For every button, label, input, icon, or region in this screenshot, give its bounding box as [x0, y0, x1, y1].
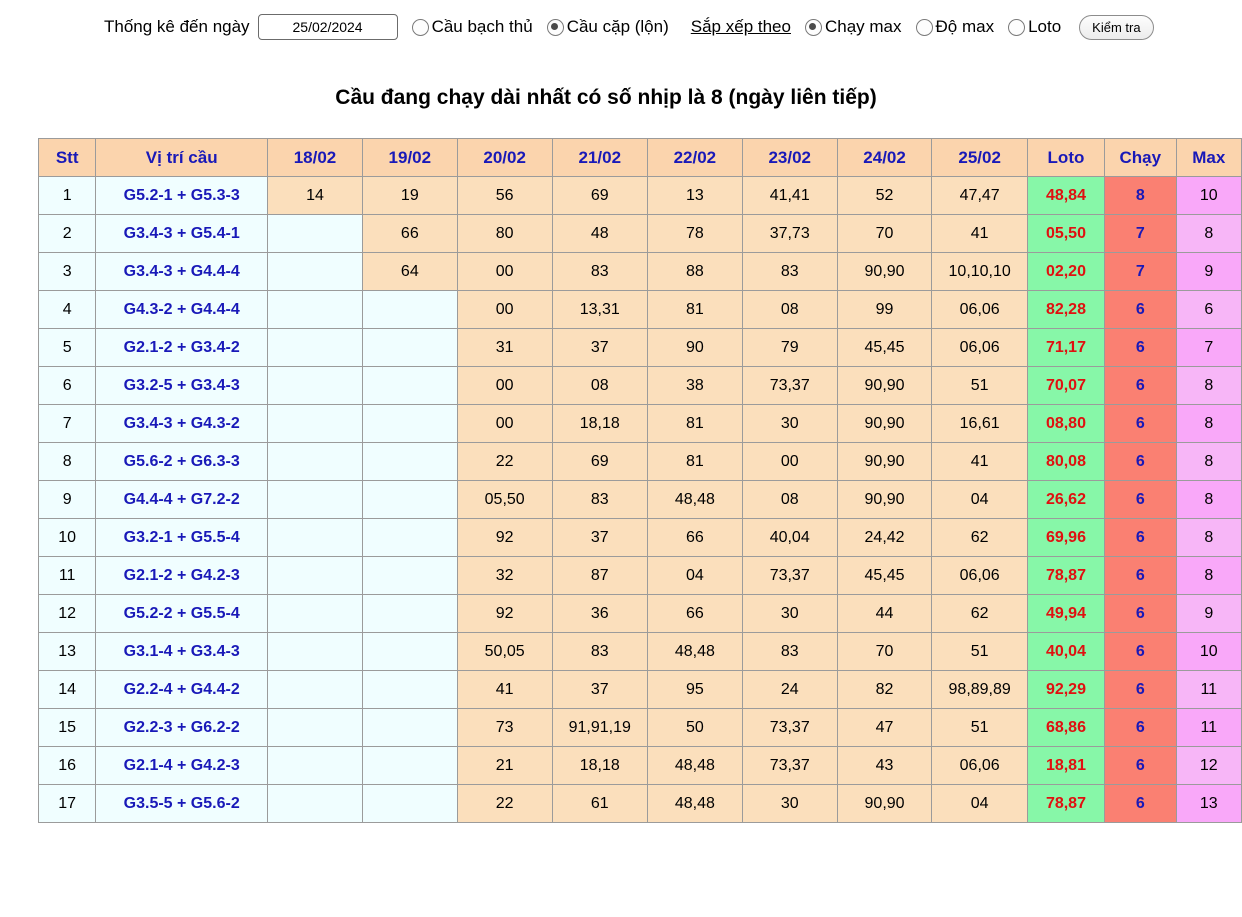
cell-day-3: 18,18: [552, 747, 647, 785]
cell-chay: 6: [1105, 557, 1176, 595]
table-row: [39, 671, 1242, 709]
cell-day-5: 73,37: [742, 747, 837, 785]
cell-loto: 48,84: [1027, 177, 1104, 215]
cell-stt: 1: [39, 177, 96, 215]
cell-day-3: 83: [552, 253, 647, 291]
cell-day-4: 81: [647, 405, 742, 443]
cell-day-7: 16,61: [932, 405, 1027, 443]
header-day-2002: 20/02: [457, 139, 552, 177]
table-row: [39, 443, 1242, 481]
cell-position: G5.2-2 + G5.5-4: [96, 595, 268, 633]
cell-max: 11: [1176, 671, 1241, 709]
cell-day-3: 37: [552, 329, 647, 367]
cell-max: 12: [1176, 747, 1241, 785]
cell-day-4: 50: [647, 709, 742, 747]
table-row: [39, 633, 1242, 671]
cell-day-3: 91,91,19: [552, 709, 647, 747]
cell-stt: 4: [39, 291, 96, 329]
cell-day-1: [362, 367, 457, 405]
cell-day-5: 73,37: [742, 709, 837, 747]
cell-max: 8: [1176, 519, 1241, 557]
cell-day-0: [268, 253, 363, 291]
cell-position: G3.2-5 + G3.4-3: [96, 367, 268, 405]
cell-day-5: 08: [742, 481, 837, 519]
table-body: [39, 177, 1242, 823]
cell-day-1: [362, 709, 457, 747]
cell-position: G2.2-4 + G4.4-2: [96, 671, 268, 709]
cell-stt: 10: [39, 519, 96, 557]
header-day-2502: 25/02: [932, 139, 1027, 177]
cell-loto: 78,87: [1027, 785, 1104, 823]
cell-chay: 6: [1105, 481, 1176, 519]
cell-day-2: 80: [457, 215, 552, 253]
table-row: [39, 785, 1242, 823]
cell-day-3: 69: [552, 177, 647, 215]
cell-day-2: 92: [457, 595, 552, 633]
cell-day-5: 83: [742, 253, 837, 291]
cell-stt: 17: [39, 785, 96, 823]
radio-bach-thu-icon[interactable]: [412, 19, 429, 36]
cell-day-3: 87: [552, 557, 647, 595]
cell-max: 7: [1176, 329, 1241, 367]
cell-day-2: 41: [457, 671, 552, 709]
option-bach-thu-label: Cầu bạch thủ: [431, 17, 533, 36]
check-button[interactable]: Kiểm tra: [1079, 15, 1153, 40]
cell-day-5: 83: [742, 633, 837, 671]
cell-position: G2.1-2 + G4.2-3: [96, 557, 268, 595]
cell-day-7: 04: [932, 785, 1027, 823]
cell-position: G3.1-4 + G3.4-3: [96, 633, 268, 671]
header-day-1902: 19/02: [362, 139, 457, 177]
cell-day-0: [268, 633, 363, 671]
cell-day-7: 51: [932, 633, 1027, 671]
cell-stt: 13: [39, 633, 96, 671]
cell-day-6: 70: [837, 633, 932, 671]
cell-day-7: 41: [932, 215, 1027, 253]
cell-max: 10: [1176, 633, 1241, 671]
cell-day-1: [362, 557, 457, 595]
table-row: [39, 747, 1242, 785]
cell-day-5: 30: [742, 405, 837, 443]
cell-day-2: 00: [457, 367, 552, 405]
cell-position: G3.5-5 + G5.6-2: [96, 785, 268, 823]
table-row: [39, 519, 1242, 557]
option-cau-cap[interactable]: [547, 17, 669, 37]
table-row: [39, 215, 1242, 253]
cell-chay: 6: [1105, 709, 1176, 747]
cell-day-0: [268, 785, 363, 823]
cell-day-7: 06,06: [932, 747, 1027, 785]
cell-day-6: 43: [837, 747, 932, 785]
table-row: [39, 329, 1242, 367]
cell-day-2: 00: [457, 253, 552, 291]
cell-day-0: [268, 291, 363, 329]
cell-stt: 7: [39, 405, 96, 443]
table-row: [39, 595, 1242, 633]
cell-day-6: 70: [837, 215, 932, 253]
cell-day-0: [268, 215, 363, 253]
cell-day-7: 06,06: [932, 557, 1027, 595]
cell-day-6: 90,90: [837, 253, 932, 291]
header-day-2202: 22/02: [647, 139, 742, 177]
sort-by-label: Sắp xếp theo: [690, 17, 791, 36]
cell-day-7: 06,06: [932, 329, 1027, 367]
cell-day-0: [268, 595, 363, 633]
cell-chay: 6: [1105, 329, 1176, 367]
table-row: [39, 709, 1242, 747]
sort-option-do-max-label: Độ max: [935, 17, 995, 36]
cell-day-2: 00: [457, 291, 552, 329]
cell-stt: 16: [39, 747, 96, 785]
cell-chay: 7: [1105, 253, 1176, 291]
cell-chay: 6: [1105, 671, 1176, 709]
cell-day-4: 81: [647, 291, 742, 329]
cell-loto: 05,50: [1027, 215, 1104, 253]
cell-day-5: 73,37: [742, 367, 837, 405]
cell-chay: 8: [1105, 177, 1176, 215]
cell-stt: 9: [39, 481, 96, 519]
cell-max: 8: [1176, 481, 1241, 519]
cell-day-3: 36: [552, 595, 647, 633]
sort-option-chay-max[interactable]: [805, 17, 902, 37]
cell-loto: 49,94: [1027, 595, 1104, 633]
cell-position: G5.6-2 + G6.3-3: [96, 443, 268, 481]
cell-day-5: 08: [742, 291, 837, 329]
table-row: [39, 405, 1242, 443]
cell-position: G5.2-1 + G5.3-3: [96, 177, 268, 215]
cell-max: 6: [1176, 291, 1241, 329]
cell-max: 8: [1176, 443, 1241, 481]
cell-chay: 6: [1105, 291, 1176, 329]
cell-day-6: 47: [837, 709, 932, 747]
cell-day-3: 08: [552, 367, 647, 405]
cell-chay: 6: [1105, 747, 1176, 785]
cell-day-3: 61: [552, 785, 647, 823]
cell-loto: 08,80: [1027, 405, 1104, 443]
sort-option-do-max[interactable]: [916, 17, 995, 37]
cell-day-7: 04: [932, 481, 1027, 519]
cell-day-7: 51: [932, 367, 1027, 405]
cell-max: 8: [1176, 405, 1241, 443]
cell-day-1: [362, 329, 457, 367]
cell-day-5: 41,41: [742, 177, 837, 215]
cell-day-4: 04: [647, 557, 742, 595]
option-cau-cap-label: Cầu cặp (lộn): [566, 17, 669, 36]
cell-day-2: 31: [457, 329, 552, 367]
cell-day-2: 32: [457, 557, 552, 595]
cell-day-7: 51: [932, 709, 1027, 747]
cell-position: G4.3-2 + G4.4-4: [96, 291, 268, 329]
option-bach-thu[interactable]: [412, 17, 533, 37]
table-header-row: [39, 139, 1242, 177]
cell-day-2: 50,05: [457, 633, 552, 671]
header-day-2102: 21/02: [552, 139, 647, 177]
cell-day-6: 82: [837, 671, 932, 709]
cell-day-6: 90,90: [837, 367, 932, 405]
cell-chay: 6: [1105, 443, 1176, 481]
cell-day-4: 66: [647, 519, 742, 557]
cell-day-4: 38: [647, 367, 742, 405]
cell-stt: 14: [39, 671, 96, 709]
table-row: [39, 367, 1242, 405]
cell-day-4: 48,48: [647, 481, 742, 519]
cell-max: 8: [1176, 557, 1241, 595]
cell-max: 9: [1176, 595, 1241, 633]
cell-position: G2.1-4 + G4.2-3: [96, 747, 268, 785]
cell-stt: 3: [39, 253, 96, 291]
cell-chay: 6: [1105, 367, 1176, 405]
cell-day-7: 06,06: [932, 291, 1027, 329]
cell-day-6: 90,90: [837, 785, 932, 823]
cell-day-7: 98,89,89: [932, 671, 1027, 709]
cell-day-5: 40,04: [742, 519, 837, 557]
page-title: Cầu đang chạy dài nhất có số nhịp là 8 (ngày liên tiếp): [335, 86, 877, 109]
cell-max: 10: [1176, 177, 1241, 215]
cell-stt: 11: [39, 557, 96, 595]
cell-position: G3.2-1 + G5.5-4: [96, 519, 268, 557]
cell-day-3: 83: [552, 633, 647, 671]
header-chay: Chạy: [1105, 139, 1176, 177]
cell-position: G2.1-2 + G3.4-2: [96, 329, 268, 367]
cell-day-6: 90,90: [837, 405, 932, 443]
header-loto: Loto: [1027, 139, 1104, 177]
cell-day-4: 90: [647, 329, 742, 367]
cell-stt: 12: [39, 595, 96, 633]
cell-loto: 69,96: [1027, 519, 1104, 557]
cell-loto: 92,29: [1027, 671, 1104, 709]
cell-position: G3.4-3 + G4.4-4: [96, 253, 268, 291]
cell-chay: 6: [1105, 785, 1176, 823]
cell-day-3: 18,18: [552, 405, 647, 443]
cell-day-1: [362, 519, 457, 557]
radio-loto-icon[interactable]: [1008, 19, 1025, 36]
cell-day-5: 30: [742, 785, 837, 823]
cell-stt: 2: [39, 215, 96, 253]
cell-max: 8: [1176, 367, 1241, 405]
cell-day-0: [268, 747, 363, 785]
cell-day-2: 00: [457, 405, 552, 443]
cell-day-2: 05,50: [457, 481, 552, 519]
table-row: [39, 253, 1242, 291]
cell-day-3: 37: [552, 519, 647, 557]
cell-position: G2.2-3 + G6.2-2: [96, 709, 268, 747]
cell-day-1: [362, 291, 457, 329]
radio-chay-max-icon[interactable]: [805, 19, 822, 36]
header-position: Vị trí cầu: [96, 139, 268, 177]
cell-day-7: 47,47: [932, 177, 1027, 215]
cell-chay: 6: [1105, 595, 1176, 633]
radio-cau-cap-icon[interactable]: [547, 19, 564, 36]
cell-chay: 6: [1105, 405, 1176, 443]
cell-day-4: 48,48: [647, 633, 742, 671]
cell-day-6: 45,45: [837, 557, 932, 595]
cell-day-0: [268, 671, 363, 709]
cell-day-4: 78: [647, 215, 742, 253]
table-row: [39, 557, 1242, 595]
sort-option-chay-max-label: Chạy max: [824, 17, 902, 36]
table-row: [39, 481, 1242, 519]
cell-day-1: [362, 633, 457, 671]
cell-day-5: 30: [742, 595, 837, 633]
cell-chay: 6: [1105, 633, 1176, 671]
table-row: [39, 291, 1242, 329]
cell-day-0: [268, 329, 363, 367]
cell-day-4: 13: [647, 177, 742, 215]
cell-position: G4.4-4 + G7.2-2: [96, 481, 268, 519]
sort-option-loto[interactable]: [1008, 17, 1061, 37]
cell-day-7: 41: [932, 443, 1027, 481]
cell-day-7: 10,10,10: [932, 253, 1027, 291]
cell-day-4: 48,48: [647, 785, 742, 823]
cell-day-1: 64: [362, 253, 457, 291]
cell-position: G3.4-3 + G4.3-2: [96, 405, 268, 443]
cell-chay: 6: [1105, 519, 1176, 557]
cell-day-1: 19: [362, 177, 457, 215]
cell-day-1: [362, 481, 457, 519]
cell-day-1: [362, 785, 457, 823]
cell-day-4: 95: [647, 671, 742, 709]
cell-day-6: 90,90: [837, 481, 932, 519]
cell-day-6: 90,90: [837, 443, 932, 481]
cell-day-7: 62: [932, 519, 1027, 557]
cell-loto: 02,20: [1027, 253, 1104, 291]
cell-day-2: 22: [457, 443, 552, 481]
header-day-2402: 24/02: [837, 139, 932, 177]
header-day-2302: 23/02: [742, 139, 837, 177]
header-stt: Stt: [39, 139, 96, 177]
header-max: Max: [1176, 139, 1241, 177]
cell-day-6: 45,45: [837, 329, 932, 367]
cell-day-3: 37: [552, 671, 647, 709]
cell-day-4: 48,48: [647, 747, 742, 785]
cell-day-3: 13,31: [552, 291, 647, 329]
cell-position: G3.4-3 + G5.4-1: [96, 215, 268, 253]
cell-day-2: 73: [457, 709, 552, 747]
cell-day-4: 81: [647, 443, 742, 481]
cell-day-5: 37,73: [742, 215, 837, 253]
cell-loto: 78,87: [1027, 557, 1104, 595]
cell-day-6: 44: [837, 595, 932, 633]
cell-stt: 5: [39, 329, 96, 367]
results-table-container: [38, 138, 1242, 823]
cell-loto: 68,86: [1027, 709, 1104, 747]
cell-day-1: [362, 443, 457, 481]
cell-day-0: [268, 405, 363, 443]
cell-day-1: [362, 671, 457, 709]
cell-loto: 70,07: [1027, 367, 1104, 405]
cell-day-1: [362, 747, 457, 785]
cell-day-7: 62: [932, 595, 1027, 633]
cell-day-6: 52: [837, 177, 932, 215]
sort-option-loto-label: Loto: [1028, 17, 1062, 36]
cell-day-0: [268, 367, 363, 405]
cell-day-2: 22: [457, 785, 552, 823]
cell-day-0: [268, 519, 363, 557]
cell-day-5: 00: [742, 443, 837, 481]
cell-day-0: 14: [268, 177, 363, 215]
cell-day-0: [268, 557, 363, 595]
cell-day-3: 48: [552, 215, 647, 253]
cell-loto: 26,62: [1027, 481, 1104, 519]
cell-loto: 40,04: [1027, 633, 1104, 671]
cell-day-4: 88: [647, 253, 742, 291]
date-input[interactable]: [258, 14, 398, 40]
cell-max: 8: [1176, 215, 1241, 253]
cell-day-5: 73,37: [742, 557, 837, 595]
results-table: [38, 138, 1242, 823]
cell-stt: 15: [39, 709, 96, 747]
cell-loto: 18,81: [1027, 747, 1104, 785]
cell-loto: 80,08: [1027, 443, 1104, 481]
cell-max: 9: [1176, 253, 1241, 291]
table-row: [39, 177, 1242, 215]
cell-loto: 71,17: [1027, 329, 1104, 367]
cell-day-5: 79: [742, 329, 837, 367]
radio-do-max-icon[interactable]: [916, 19, 933, 36]
header-day-1802: 18/02: [268, 139, 363, 177]
cell-stt: 8: [39, 443, 96, 481]
cell-day-1: [362, 405, 457, 443]
cell-day-1: [362, 595, 457, 633]
cell-day-3: 83: [552, 481, 647, 519]
cell-loto: 82,28: [1027, 291, 1104, 329]
cell-day-1: 66: [362, 215, 457, 253]
cell-max: 13: [1176, 785, 1241, 823]
cell-day-5: 24: [742, 671, 837, 709]
cell-day-0: [268, 709, 363, 747]
cell-max: 11: [1176, 709, 1241, 747]
cell-day-4: 66: [647, 595, 742, 633]
cell-day-6: 24,42: [837, 519, 932, 557]
cell-day-0: [268, 443, 363, 481]
stats-date-label: Thống kê đến ngày: [104, 17, 250, 36]
cell-stt: 6: [39, 367, 96, 405]
cell-day-2: 56: [457, 177, 552, 215]
toolbar: [0, 0, 1242, 40]
cell-day-2: 92: [457, 519, 552, 557]
cell-day-2: 21: [457, 747, 552, 785]
cell-day-6: 99: [837, 291, 932, 329]
cell-day-0: [268, 481, 363, 519]
cell-chay: 7: [1105, 215, 1176, 253]
cell-day-3: 69: [552, 443, 647, 481]
